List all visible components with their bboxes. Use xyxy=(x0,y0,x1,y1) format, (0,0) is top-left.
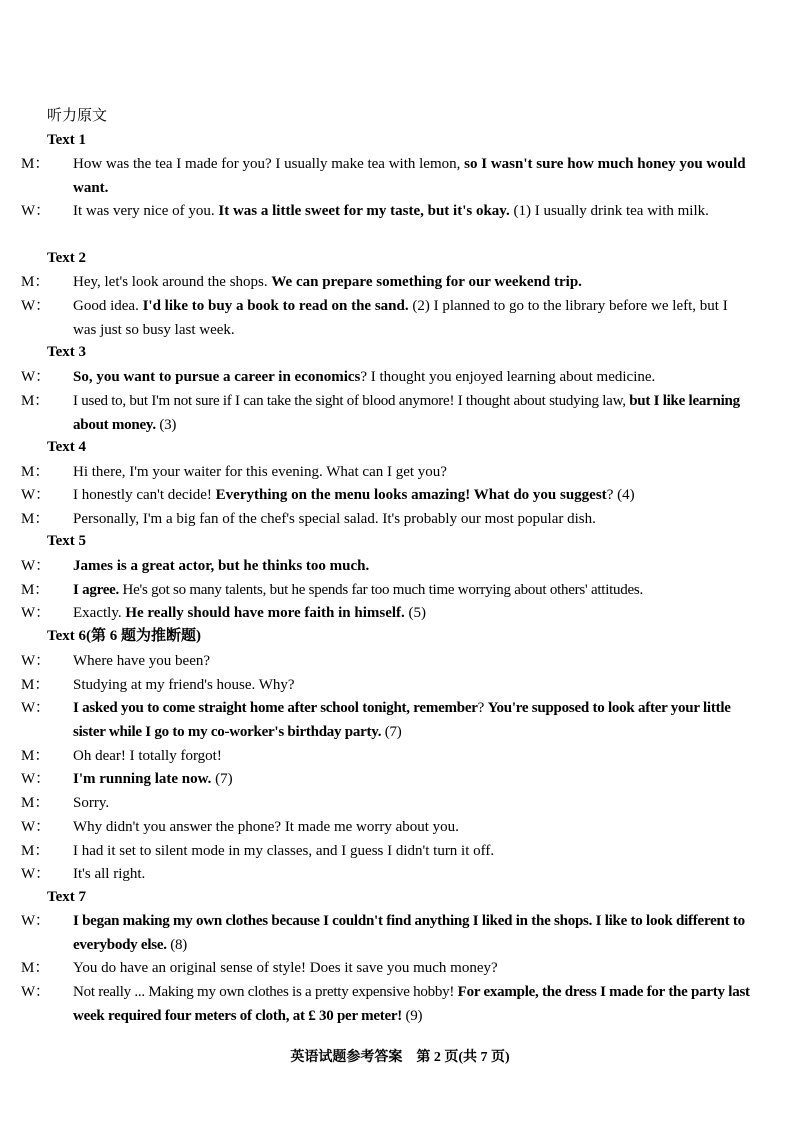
answer-sentence: So, you want to pursue a career in economics xyxy=(73,369,361,385)
dialogue-line xyxy=(21,366,753,390)
dialogue-text: I honestly can't decide! xyxy=(73,487,216,503)
section-heading xyxy=(47,531,86,551)
speaker-label: M： xyxy=(21,393,49,409)
dialogue-text: Personally, I'm a big fan of the chef's special salad. It's probably our most popular dish. xyxy=(73,511,596,527)
dialogue-text: (5) xyxy=(404,605,427,621)
dialogue-line xyxy=(21,981,753,1028)
speaker-label: W： xyxy=(21,866,51,882)
dialogue-line xyxy=(21,271,753,295)
answer-sentence: so I wasn't sure how much honey you would want. xyxy=(73,156,746,196)
section-heading-label: Text 2 xyxy=(47,250,87,266)
section-heading xyxy=(47,130,86,150)
dialogue-text: (7) xyxy=(381,723,402,740)
dialogue-line xyxy=(21,295,753,342)
dialogue-text: (9) xyxy=(402,1007,423,1024)
section-heading xyxy=(47,248,86,268)
dialogue-line xyxy=(21,697,753,744)
dialogue-text: Studying at my friend's house. Why? xyxy=(73,677,295,693)
speaker-label: W： xyxy=(21,487,51,503)
speaker-label: M： xyxy=(21,960,50,976)
dialogue-line xyxy=(21,840,753,864)
dialogue-line xyxy=(21,650,753,674)
speaker-label: W： xyxy=(21,369,51,385)
doc-title: 听力原文 xyxy=(47,108,108,124)
speaker-label: W： xyxy=(21,771,51,787)
dialogue-line xyxy=(21,863,753,887)
dialogue-line xyxy=(21,508,753,532)
answer-sentence: He really should have more faith in himself. xyxy=(125,605,405,621)
dialogue-line xyxy=(21,390,753,437)
dialogue-line xyxy=(21,674,753,698)
answer-sentence: James is a great actor, but he thinks too much. xyxy=(73,558,370,574)
speaker-label: M： xyxy=(21,843,50,859)
speaker-label: W： xyxy=(21,653,51,669)
answer-sentence: Everything on the menu looks amazing! What do you suggest xyxy=(215,487,607,503)
dialogue-text: Where have you been? xyxy=(73,653,211,669)
section-heading xyxy=(47,342,86,362)
dialogue-text: Exactly. xyxy=(73,605,126,621)
section-heading-label: Text 4 xyxy=(47,439,87,455)
dialogue-line xyxy=(21,816,753,840)
section-heading-label: Text 7 xyxy=(47,889,87,905)
dialogue-line xyxy=(21,745,753,769)
speaker-label: W： xyxy=(21,984,50,1000)
dialogue-text: Hi there, I'm your waiter for this evening. What can I get you? xyxy=(73,464,447,480)
speaker-label: M： xyxy=(21,795,50,811)
dialogue-text: You do have an original sense of style! Does it save you much money? xyxy=(73,960,498,976)
speaker-label: M： xyxy=(21,156,50,172)
answer-sentence: For example, the dress I made for the party last week required four meters of cloth, at £ 30 per meter! xyxy=(73,984,750,1024)
section-heading xyxy=(47,887,86,907)
dialogue-line xyxy=(21,461,753,485)
dialogue-line xyxy=(21,910,753,957)
dialogue-text: (7) xyxy=(211,771,233,787)
dialogue-text: ? (4) xyxy=(606,487,635,503)
dialogue-text: (1) I usually drink tea with milk. xyxy=(509,203,709,219)
answer-sentence: We can prepare something for our weekend trip. xyxy=(271,274,582,290)
answer-sentence: I agree. xyxy=(73,582,120,598)
speaker-label: W： xyxy=(21,700,50,716)
speaker-label: W： xyxy=(21,203,51,219)
answer-sentence: I asked you to come straight home after school tonight, remember xyxy=(73,700,478,716)
speaker-label: W： xyxy=(21,913,50,929)
section-heading-note: (第 6 题为推断题) xyxy=(86,628,202,644)
section-heading-label: Text 5 xyxy=(47,533,87,549)
dialogue-text: Not really ... Making my own clothes is a pretty expensive hobby! xyxy=(73,984,458,1000)
speaker-label: M： xyxy=(21,748,50,764)
page-footer: 英语试题参考答案 第 2 页(共 7 页) xyxy=(290,1050,510,1065)
dialogue-text: ? xyxy=(477,700,488,716)
speaker-label: M： xyxy=(21,274,50,290)
dialogue-text: (3) xyxy=(155,416,177,433)
dialogue-text: Hey, let's look around the shops. xyxy=(73,274,272,290)
speaker-label: M： xyxy=(21,511,50,527)
dialogue-line xyxy=(21,484,753,508)
dialogue-text: How was the tea I made for you? I usually make tea with lemon, xyxy=(73,156,465,172)
dialogue-text: Oh dear! I totally forgot! xyxy=(73,748,222,764)
section-heading-label: Text 6 xyxy=(47,628,87,644)
dialogue-text: I used to, but I'm not sure if I can take the sight of blood anymore! I thought about studying law, xyxy=(73,393,630,409)
dialogue-line xyxy=(21,602,753,626)
answer-sentence: but I like learning about money. xyxy=(73,393,740,433)
answer-sentence: You're supposed to look after your little sister while I go to my co-worker's birthday party. xyxy=(73,700,731,740)
answer-sentence: I'm running late now. xyxy=(73,771,212,787)
speaker-label: W： xyxy=(21,605,51,621)
answer-sentence: I began making my own clothes because I couldn't find anything I liked in the shops. I like to look different to everybody else. xyxy=(73,913,745,953)
dialogue-text: I had it set to silent mode in my classes, and I guess I didn't turn it off. xyxy=(73,843,495,859)
section-heading xyxy=(47,626,201,646)
dialogue-line xyxy=(21,555,753,579)
dialogue-text: It was very nice of you. xyxy=(73,203,219,219)
speaker-label: M： xyxy=(21,464,50,480)
section-heading xyxy=(47,437,86,457)
dialogue-text: Good idea. xyxy=(73,298,143,314)
dialogue-text: (2) I planned to go to the library before we left, but I was just so busy last week. xyxy=(73,298,728,338)
dialogue-text: Sorry. xyxy=(73,795,110,811)
speaker-label: W： xyxy=(21,298,51,314)
dialogue-line xyxy=(21,957,753,981)
dialogue-text: He's got so many talents, but he spends far too much time worrying about others' attitudes. xyxy=(119,582,644,598)
speaker-label: W： xyxy=(21,558,51,574)
dialogue-line xyxy=(21,768,753,792)
dialogue-text: Why didn't you answer the phone? It made me worry about you. xyxy=(73,819,459,835)
dialogue-text: (8) xyxy=(166,936,187,953)
section-heading-label: Text 3 xyxy=(47,344,87,360)
dialogue-text: It's all right. xyxy=(73,866,146,882)
answer-sentence: I'd like to buy a book to read on the sand. xyxy=(142,298,409,314)
dialogue-line xyxy=(21,200,753,224)
speaker-label: M： xyxy=(21,677,50,693)
dialogue-text: ? I thought you enjoyed learning about medicine. xyxy=(360,369,656,385)
section-heading-label: Text 1 xyxy=(47,132,87,148)
answer-sentence: It was a little sweet for my taste, but it's okay. xyxy=(218,203,510,219)
speaker-label: W： xyxy=(21,819,51,835)
dialogue-line xyxy=(21,579,753,603)
dialogue-line xyxy=(21,792,753,816)
speaker-label: M： xyxy=(21,582,49,598)
dialogue-line xyxy=(21,153,753,200)
